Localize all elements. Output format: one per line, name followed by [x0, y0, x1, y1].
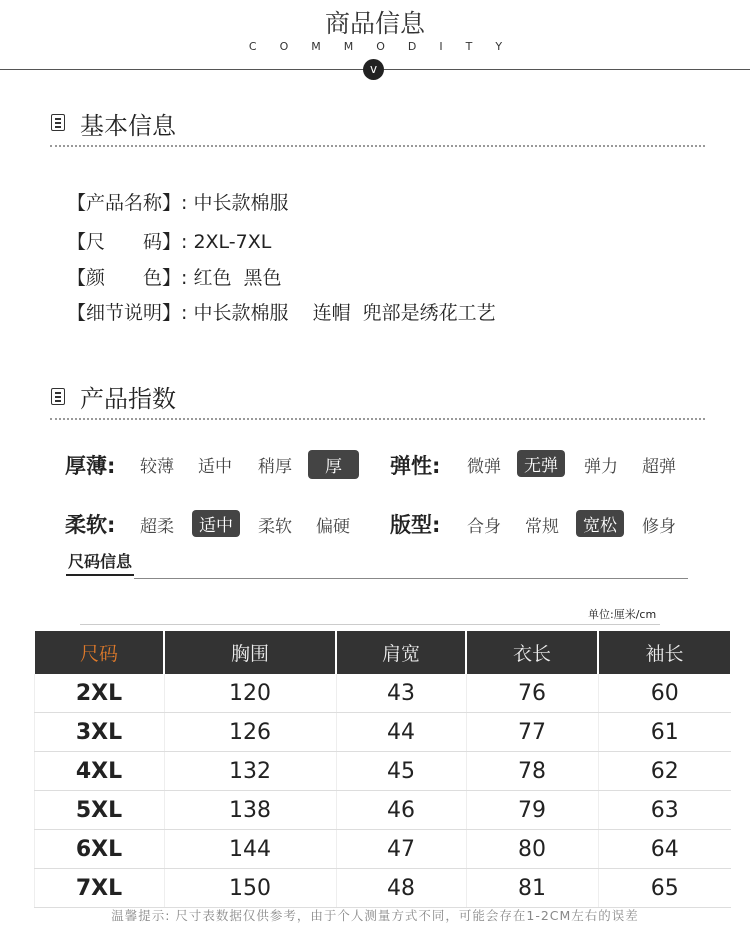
- table-cell: 78: [466, 752, 598, 791]
- table-cell: 144: [164, 830, 336, 869]
- attr-option: 常规: [525, 517, 559, 537]
- attr-option-selected: 厚: [308, 450, 359, 479]
- attr-option-selected: 宽松: [576, 510, 624, 537]
- tab-size-info: 尺码信息: [68, 552, 133, 571]
- attr-option: 修身: [642, 517, 676, 537]
- attr-option: 偏硬: [316, 517, 350, 537]
- table-cell: 80: [466, 830, 598, 869]
- table-cell: 62: [598, 752, 731, 791]
- table-cell: 2XL: [34, 674, 164, 713]
- table-cell: 4XL: [34, 752, 164, 791]
- info-row-color: 【颜 色】: 红色 黑色: [67, 267, 282, 289]
- attr-option: 合身: [467, 517, 501, 537]
- table-cell: 65: [598, 869, 731, 908]
- unit-label: 单位:厘米/cm: [588, 608, 657, 621]
- table-cell: 81: [466, 869, 598, 908]
- attr-label-softness: 柔软:: [65, 513, 116, 537]
- info-row-size: 【尺 码】: 2XL-7XL: [67, 231, 272, 253]
- attr-option: 超柔: [140, 517, 174, 537]
- tab-underline: [66, 574, 134, 576]
- attr-option: 弹力: [584, 457, 618, 477]
- table-cell: 3XL: [34, 713, 164, 752]
- section-title-product-index: 产品指数: [80, 385, 176, 413]
- table-cell: 47: [336, 830, 466, 869]
- table-cell: 79: [466, 791, 598, 830]
- attr-option: 柔软: [258, 517, 292, 537]
- column-header-sleeve: 袖长: [598, 631, 731, 674]
- attr-option-selected: 适中: [192, 510, 240, 537]
- attr-option: 微弹: [467, 457, 501, 477]
- size-divider: [134, 578, 688, 579]
- table-cell: 46: [336, 791, 466, 830]
- attr-option-selected: 无弹: [517, 450, 565, 477]
- table-cell: 77: [466, 713, 598, 752]
- table-cell: 7XL: [34, 869, 164, 908]
- table-cell: 76: [466, 674, 598, 713]
- table-cell: 45: [336, 752, 466, 791]
- info-row-product-name: 【产品名称】: 中长款棉服: [67, 192, 289, 214]
- attr-label-fit: 版型:: [390, 513, 441, 537]
- column-header-size: 尺码: [34, 631, 164, 674]
- page-title: 商品信息: [324, 9, 425, 38]
- table-cell: 48: [336, 869, 466, 908]
- section-title-basic-info: 基本信息: [80, 112, 176, 140]
- table-row: [34, 674, 731, 713]
- attr-label-elasticity: 弹性:: [390, 454, 441, 478]
- table-cell: 138: [164, 791, 336, 830]
- page-subtitle: COMMODITY: [248, 40, 526, 53]
- dotted-divider: [50, 418, 705, 420]
- document-icon: [51, 114, 65, 131]
- attr-option: 适中: [198, 457, 232, 477]
- table-cell: 120: [164, 674, 336, 713]
- attr-option: 超弹: [642, 457, 676, 477]
- document-icon: [51, 388, 65, 405]
- attr-label-thickness: 厚薄:: [65, 454, 116, 478]
- column-header-shoulder: 肩宽: [336, 631, 466, 674]
- table-row: [34, 791, 731, 830]
- disclaimer-note: 温馨提示: 尺寸表数据仅供参考，由于个人测量方式不同，可能会存在1-2CM左右的误差: [111, 908, 639, 923]
- table-top-rule: [80, 624, 660, 625]
- table-row: [34, 713, 731, 752]
- attr-option: 稍厚: [258, 457, 292, 477]
- column-header-length: 衣长: [466, 631, 598, 674]
- table-cell: 44: [336, 713, 466, 752]
- dotted-divider: [50, 145, 705, 147]
- table-cell: 150: [164, 869, 336, 908]
- attr-option: 较薄: [140, 457, 174, 477]
- table-cell: 126: [164, 713, 336, 752]
- chevron-down-icon: v: [363, 59, 384, 80]
- table-row: [34, 869, 731, 908]
- table-cell: 63: [598, 791, 731, 830]
- table-cell: 5XL: [34, 791, 164, 830]
- table-header-row: [34, 631, 731, 674]
- table-cell: 43: [336, 674, 466, 713]
- info-row-details: 【细节说明】: 中长款棉服 连帽 兜部是绣花工艺: [67, 302, 496, 324]
- table-cell: 6XL: [34, 830, 164, 869]
- table-cell: 61: [598, 713, 731, 752]
- table-row: [34, 830, 731, 869]
- table-cell: 60: [598, 674, 731, 713]
- size-table: [33, 631, 732, 908]
- table-row: [34, 752, 731, 791]
- table-cell: 64: [598, 830, 731, 869]
- table-cell: 132: [164, 752, 336, 791]
- column-header-chest: 胸围: [164, 631, 336, 674]
